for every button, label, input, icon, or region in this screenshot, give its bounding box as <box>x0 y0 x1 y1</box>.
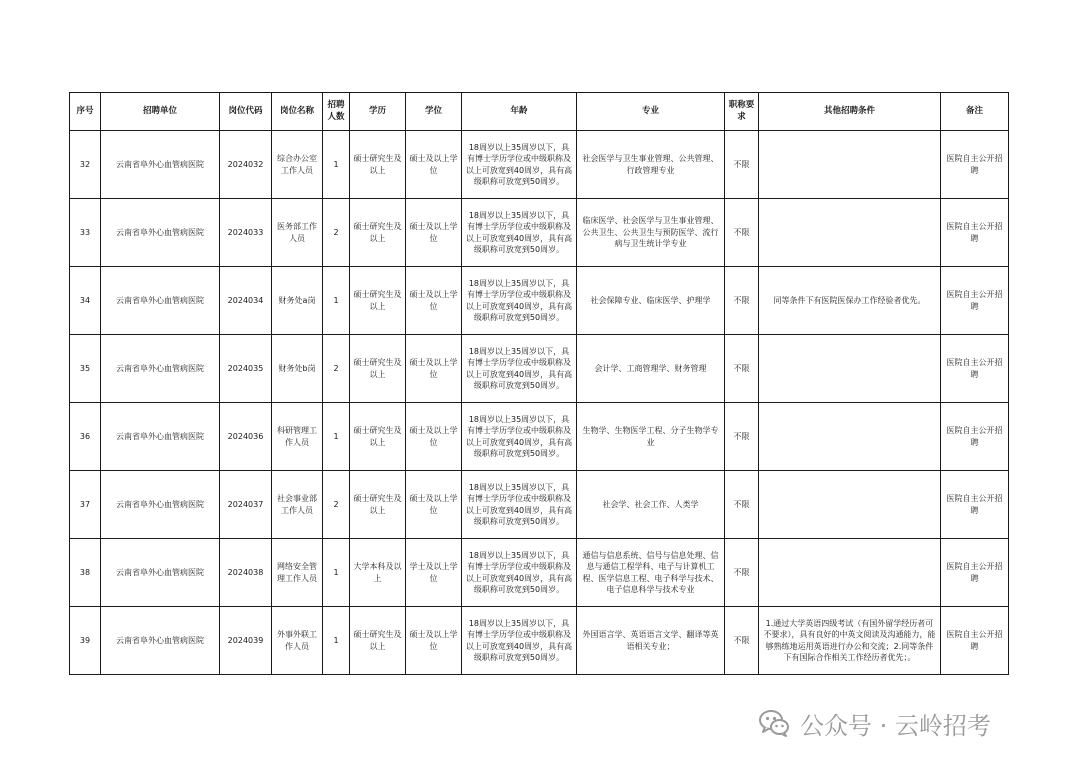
degree-cell: 硕士及以上学位 <box>406 403 462 471</box>
title-requirement-cell: 不限 <box>725 267 759 335</box>
post-name-cell: 综合办公室工作人员 <box>272 131 323 199</box>
major-cell: 生物学、生物医学工程、分子生物学专业 <box>577 403 725 471</box>
other-conditions-cell <box>759 539 941 607</box>
education-cell: 硕士研究生及以上 <box>350 131 406 199</box>
education-cell: 硕士研究生及以上 <box>350 471 406 539</box>
header-cell: 招聘单位 <box>101 93 220 131</box>
post-code-cell: 2024036 <box>220 403 272 471</box>
table-row <box>70 403 1009 471</box>
header-cell: 学位 <box>406 93 462 131</box>
age-cell: 18周岁以上35周岁以下，具有博士学历学位或中级职称及以上可放宽到40周岁，具有高级职称可放宽到50周岁。 <box>462 267 577 335</box>
education-cell: 硕士研究生及以上 <box>350 267 406 335</box>
row-number-cell: 32 <box>70 131 101 199</box>
other-conditions-cell <box>759 471 941 539</box>
other-conditions-cell <box>759 403 941 471</box>
major-cell: 社会学、社会工作、人类学 <box>577 471 725 539</box>
table-row <box>70 471 1009 539</box>
header-cell: 备注 <box>941 93 1009 131</box>
headcount-cell: 1 <box>323 131 350 199</box>
header-cell: 岗位代码 <box>220 93 272 131</box>
headcount-cell: 2 <box>323 199 350 267</box>
row-number-cell: 39 <box>70 607 101 675</box>
header-cell: 职称要求 <box>725 93 759 131</box>
headcount-cell: 1 <box>323 607 350 675</box>
degree-cell: 硕士及以上学位 <box>406 607 462 675</box>
remarks-cell: 医院自主公开招聘 <box>941 471 1009 539</box>
table-row <box>70 267 1009 335</box>
unit-cell: 云南省阜外心血管病医院 <box>101 335 220 403</box>
remarks-cell: 医院自主公开招聘 <box>941 335 1009 403</box>
headcount-cell: 2 <box>323 335 350 403</box>
unit-cell: 云南省阜外心血管病医院 <box>101 199 220 267</box>
post-name-cell: 社会事业部工作人员 <box>272 471 323 539</box>
post-code-cell: 2024033 <box>220 199 272 267</box>
post-name-cell: 科研管理工作人员 <box>272 403 323 471</box>
title-requirement-cell: 不限 <box>725 335 759 403</box>
degree-cell: 硕士及以上学位 <box>406 335 462 403</box>
degree-cell: 学士及以上学位 <box>406 539 462 607</box>
row-number-cell: 38 <box>70 539 101 607</box>
table-row <box>70 335 1009 403</box>
table-row <box>70 199 1009 267</box>
post-name-cell: 医务部工作人员 <box>272 199 323 267</box>
degree-cell: 硕士及以上学位 <box>406 471 462 539</box>
recruitment-table <box>69 92 1009 675</box>
row-number-cell: 37 <box>70 471 101 539</box>
major-cell: 会计学、工商管理学、财务管理 <box>577 335 725 403</box>
remarks-cell: 医院自主公开招聘 <box>941 607 1009 675</box>
header-cell: 专业 <box>577 93 725 131</box>
major-cell: 通信与信息系统、信号与信息处理、信息与通信工程学科、电子与计算机工程、医学信息工程、电子科学与技术、电子信息科学与技术专业 <box>577 539 725 607</box>
remarks-cell: 医院自主公开招聘 <box>941 199 1009 267</box>
title-requirement-cell: 不限 <box>725 199 759 267</box>
unit-cell: 云南省阜外心血管病医院 <box>101 607 220 675</box>
headcount-cell: 1 <box>323 403 350 471</box>
title-requirement-cell: 不限 <box>725 607 759 675</box>
table-header-row <box>70 93 1009 131</box>
major-cell: 社会保障专业、临床医学、护理学 <box>577 267 725 335</box>
headcount-cell: 2 <box>323 471 350 539</box>
row-number-cell: 33 <box>70 199 101 267</box>
table-row <box>70 131 1009 199</box>
headcount-cell: 1 <box>323 267 350 335</box>
education-cell: 硕士研究生及以上 <box>350 403 406 471</box>
title-requirement-cell: 不限 <box>725 403 759 471</box>
header-cell: 序号 <box>70 93 101 131</box>
watermark-text: 公众号 · 云岭招考 <box>800 711 991 740</box>
watermark <box>758 703 1058 743</box>
post-name-cell: 财务处a岗 <box>272 267 323 335</box>
header-cell: 其他招聘条件 <box>759 93 941 131</box>
title-requirement-cell: 不限 <box>725 131 759 199</box>
table-row <box>70 539 1009 607</box>
education-cell: 大学本科及以上 <box>350 539 406 607</box>
age-cell: 18周岁以上35周岁以下，具有博士学历学位或中级职称及以上可放宽到40周岁，具有高级职称可放宽到50周岁。 <box>462 471 577 539</box>
unit-cell: 云南省阜外心血管病医院 <box>101 539 220 607</box>
post-name-cell: 财务处b岗 <box>272 335 323 403</box>
age-cell: 18周岁以上35周岁以下，具有博士学历学位或中级职称及以上可放宽到40周岁，具有高级职称可放宽到50周岁。 <box>462 131 577 199</box>
header-cell: 招聘人数 <box>323 93 350 131</box>
other-conditions-cell <box>759 131 941 199</box>
header-cell: 年龄 <box>462 93 577 131</box>
other-conditions-cell: 1.通过大学英语四级考试（有国外留学经历者可不要求），具有良好的中英文阅读及沟通能力，能够熟练地运用英语进行办公和交流；2.同等条件下有国际合作相关工作经历者优先；。 <box>759 607 941 675</box>
other-conditions-cell <box>759 199 941 267</box>
title-requirement-cell: 不限 <box>725 471 759 539</box>
degree-cell: 硕士及以上学位 <box>406 199 462 267</box>
age-cell: 18周岁以上35周岁以下，具有博士学历学位或中级职称及以上可放宽到40周岁，具有高级职称可放宽到50周岁。 <box>462 335 577 403</box>
degree-cell: 硕士及以上学位 <box>406 267 462 335</box>
major-cell: 外国语言学、英语语言文学、翻译等英语相关专业； <box>577 607 725 675</box>
post-code-cell: 2024032 <box>220 131 272 199</box>
header-cell: 岗位名称 <box>272 93 323 131</box>
major-cell: 社会医学与卫生事业管理、公共管理、行政管理专业 <box>577 131 725 199</box>
header-cell: 学历 <box>350 93 406 131</box>
degree-cell: 硕士及以上学位 <box>406 131 462 199</box>
post-code-cell: 2024039 <box>220 607 272 675</box>
table-row <box>70 607 1009 675</box>
wechat-icon <box>758 707 790 739</box>
post-code-cell: 2024035 <box>220 335 272 403</box>
row-number-cell: 34 <box>70 267 101 335</box>
post-name-cell: 网络安全管理工作人员 <box>272 539 323 607</box>
post-name-cell: 外事外联工作人员 <box>272 607 323 675</box>
unit-cell: 云南省阜外心血管病医院 <box>101 471 220 539</box>
age-cell: 18周岁以上35周岁以下，具有博士学历学位或中级职称及以上可放宽到40周岁，具有高级职称可放宽到50周岁。 <box>462 607 577 675</box>
unit-cell: 云南省阜外心血管病医院 <box>101 267 220 335</box>
education-cell: 硕士研究生及以上 <box>350 199 406 267</box>
age-cell: 18周岁以上35周岁以下，具有博士学历学位或中级职称及以上可放宽到40周岁，具有高级职称可放宽到50周岁。 <box>462 403 577 471</box>
major-cell: 临床医学、社会医学与卫生事业管理、公共卫生、公共卫生与预防医学、流行病与卫生统计学专业 <box>577 199 725 267</box>
headcount-cell: 1 <box>323 539 350 607</box>
other-conditions-cell: 同等条件下有医院医保办工作经验者优先。 <box>759 267 941 335</box>
age-cell: 18周岁以上35周岁以下，具有博士学历学位或中级职称及以上可放宽到40周岁，具有高级职称可放宽到50周岁。 <box>462 539 577 607</box>
unit-cell: 云南省阜外心血管病医院 <box>101 131 220 199</box>
other-conditions-cell <box>759 335 941 403</box>
remarks-cell: 医院自主公开招聘 <box>941 267 1009 335</box>
age-cell: 18周岁以上35周岁以下，具有博士学历学位或中级职称及以上可放宽到40周岁，具有高级职称可放宽到50周岁。 <box>462 199 577 267</box>
post-code-cell: 2024034 <box>220 267 272 335</box>
education-cell: 硕士研究生及以上 <box>350 607 406 675</box>
unit-cell: 云南省阜外心血管病医院 <box>101 403 220 471</box>
post-code-cell: 2024038 <box>220 539 272 607</box>
post-code-cell: 2024037 <box>220 471 272 539</box>
remarks-cell: 医院自主公开招聘 <box>941 131 1009 199</box>
row-number-cell: 35 <box>70 335 101 403</box>
title-requirement-cell: 不限 <box>725 539 759 607</box>
education-cell: 硕士研究生及以上 <box>350 335 406 403</box>
remarks-cell: 医院自主公开招聘 <box>941 539 1009 607</box>
row-number-cell: 36 <box>70 403 101 471</box>
remarks-cell: 医院自主公开招聘 <box>941 403 1009 471</box>
